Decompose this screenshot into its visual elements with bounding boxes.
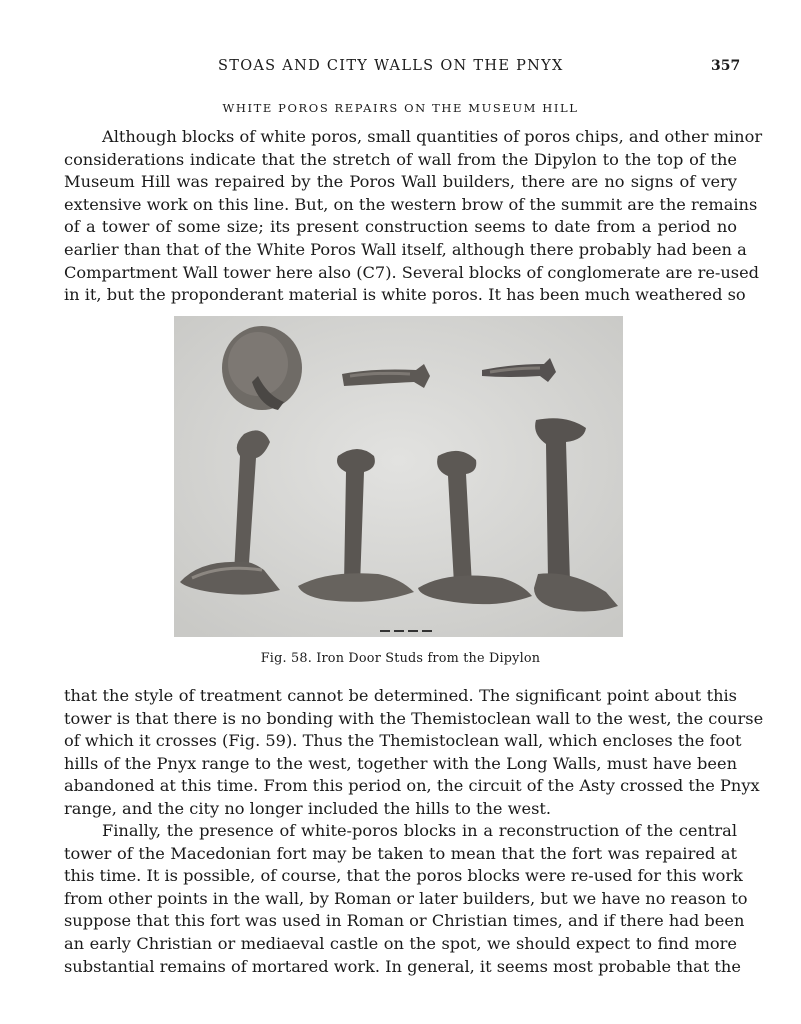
text-line: from other points in the wall, by Roman or later builders, but we have no reason to bbox=[64, 888, 748, 908]
text-line: that the style of treatment cannot be determined. The significant point about this bbox=[64, 686, 737, 705]
text-line: this time. It is possible, of course, that the poros blocks were re-used for this work bbox=[64, 866, 743, 886]
page-number: 357 bbox=[711, 58, 741, 74]
text-line: of a tower of some size; its present construction seems to date from a period no bbox=[64, 217, 737, 237]
text-line: Museum Hill was repaired by the Poros Wall builders, there are no signs of very bbox=[64, 172, 737, 192]
paragraph-2 bbox=[64, 820, 748, 978]
paragraph-1-continued bbox=[64, 685, 764, 821]
text-line: tower of the Macedonian fort may be taken to mean that the fort was repaired at bbox=[64, 843, 737, 863]
text-line: in it, but the proponderant material is white poros. It has been much weathered so bbox=[64, 285, 746, 305]
text-line: extensive work on this line. But, on the western brow of the summit are the remains bbox=[64, 194, 758, 214]
text-line: Although blocks of white poros, small quantities of poros chips, and other minor bbox=[102, 127, 763, 146]
text-line: of which it crosses (Fig. 59). Thus the Themistoclean wall, which encloses the foot bbox=[64, 731, 742, 751]
section-title: WHITE POROS REPAIRS ON THE MUSEUM HILL bbox=[222, 101, 579, 115]
text-line: hills of the Pnyx range to the west, together with the Long Walls, must have been bbox=[64, 753, 737, 773]
running-title: STOAS AND CITY WALLS ON THE PNYX bbox=[218, 58, 564, 74]
text-line: tower is that there is no bonding with the Themistoclean wall to the west, the course bbox=[64, 708, 764, 728]
text-line: abandoned at this time. From this period on, the circuit of the Asty crossed the Pnyx bbox=[64, 776, 760, 796]
text-line: range, and the city no longer included the hills to the west. bbox=[64, 798, 552, 818]
figure-photo bbox=[174, 316, 623, 637]
figure-caption: Fig. 58. Iron Door Studs from the Dipylon bbox=[260, 651, 541, 666]
running-head bbox=[0, 58, 801, 78]
text-line: Finally, the presence of white-poros blocks in a reconstruction of the central bbox=[102, 821, 737, 840]
iron-door-studs-photo bbox=[174, 316, 623, 637]
stud-disc-head bbox=[222, 326, 302, 410]
text-line: Compartment Wall tower here also (C7). Several blocks of conglomerate are re-used bbox=[64, 262, 760, 282]
text-line: suppose that this fort was used in Roman or Christian times, and if there had been bbox=[64, 911, 745, 931]
text-line: considerations indicate that the stretch of wall from the Dipylon to the top of the bbox=[64, 149, 737, 169]
text-line: earlier than that of the White Poros Wall itself, although there probably had been a bbox=[64, 239, 747, 259]
paragraph-1 bbox=[64, 126, 763, 307]
text-line: substantial remains of mortared work. In general, it seems most probable that the bbox=[64, 956, 741, 976]
text-line: an early Christian or mediaeval castle on the spot, we should expect to find more bbox=[64, 933, 737, 953]
